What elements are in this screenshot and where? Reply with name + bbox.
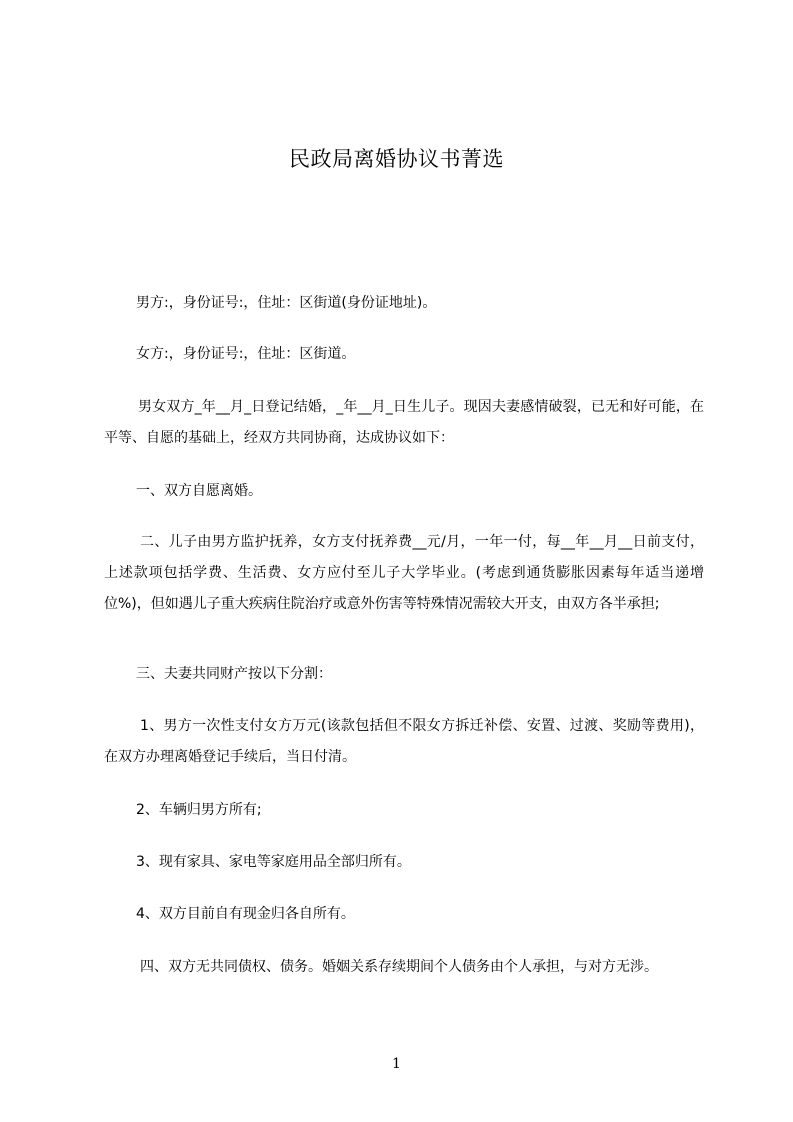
paragraph-item-2: 2、车辆归男方所有;	[136, 802, 262, 818]
paragraph-item-1: 1、男方一次性支付女方万元(该款包括但不限女方拆迁补偿、安置、过渡、奖励等费用)，在双方办理离婚登记手续后，当日付清。	[104, 718, 704, 765]
document-title: 民政局离婚协议书菁选	[289, 147, 504, 171]
paragraph-clause-1: 一、双方自愿离婚。	[136, 483, 262, 499]
paragraph-clause-3: 三、夫妻共同财产按以下分割：	[136, 666, 332, 682]
paragraph-male-party: 男方:，身份证号:，住址：区街道(身份证地址)。	[136, 295, 437, 311]
paragraph-preamble: 男女双方_年__月_日登记结婚，_年__月_日生儿子。现因夫妻感情破裂，已无和好可能，在平等、自愿的基础上，经双方共同协商，达成协议如下：	[104, 399, 704, 446]
paragraph-female-party: 女方:，身份证号:，住址：区街道。	[136, 346, 356, 362]
page-number: 1	[392, 1056, 401, 1072]
paragraph-item-4: 4、双方目前自有现金归各自所有。	[136, 906, 355, 922]
paragraph-item-3: 3、现有家具、家电等家庭用品全部归所有。	[136, 854, 411, 870]
paragraph-clause-4: 四、双方无共同债权、债务。婚姻关系存续期间个人债务由个人承担，与对方无涉。	[140, 959, 658, 975]
paragraph-clause-2: 二、儿子由男方监护抚养，女方支付抚养费__元/月，一年一付，每__年__月__日前支付，上述款项包括学费、生活费、女方应付至儿子大学毕业。(考虑到通货膨胀因素每年适当递增位%)，但如遇儿子重大疾病住院治疗或意外伤害等特殊情况需较大开支，由双方各半承担;	[104, 534, 704, 612]
